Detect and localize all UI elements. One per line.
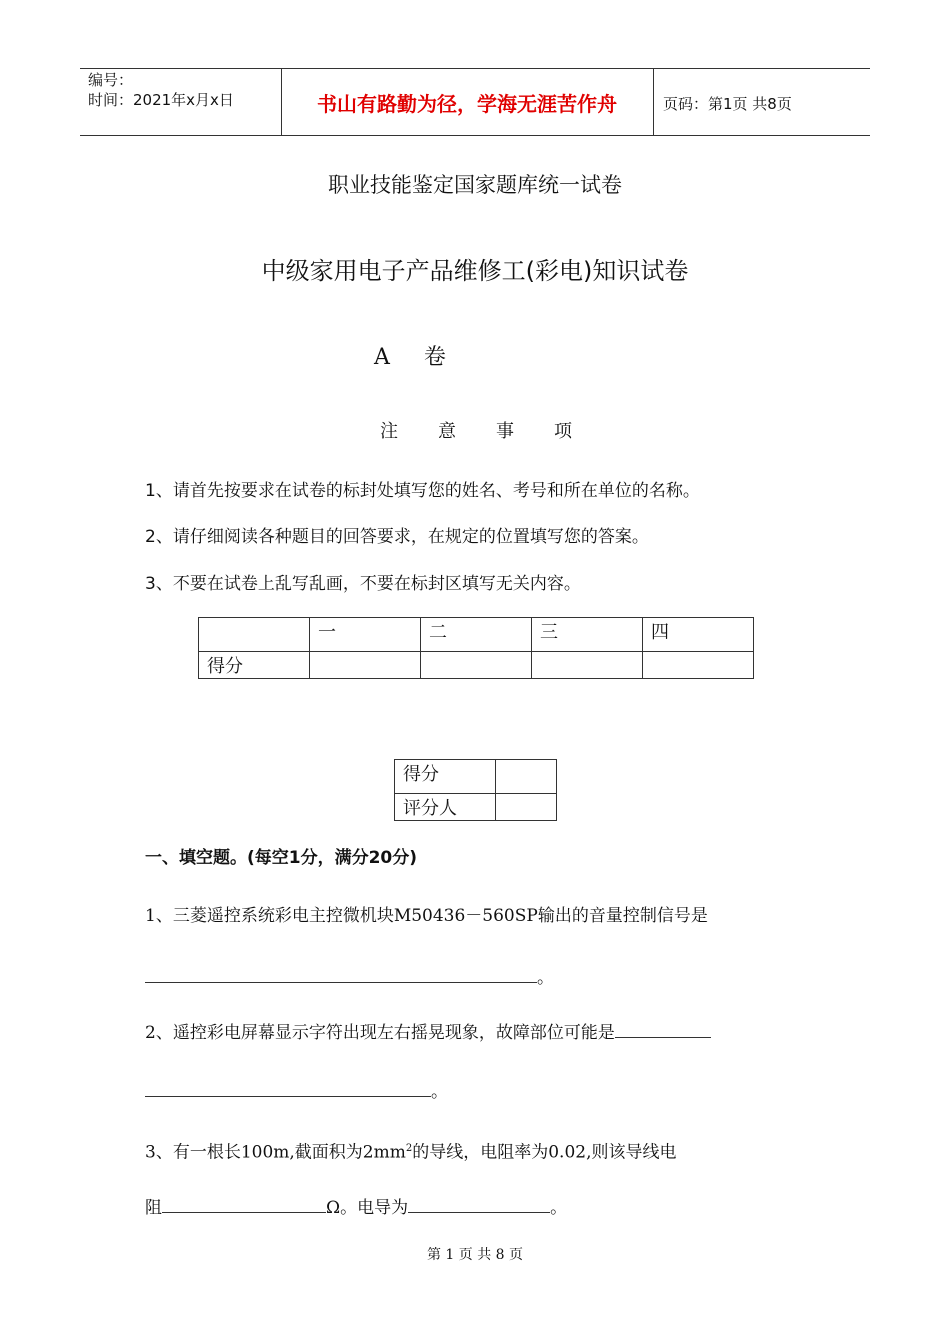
score-header-cell: 四 [643,618,754,652]
instruction-line: 1、请首先按要求在试卷的标封处填写您的姓名、考号和所在单位的名称。 [145,481,700,501]
question-3-text-line [145,1136,676,1166]
notice-char: 意 [438,421,456,442]
page-footer: 第 1 页 共 8 页 [426,1247,524,1263]
question-3-answer-line [145,1194,567,1221]
question-3-end: 。 [550,1198,568,1218]
exam-volume [374,342,446,374]
header-number-label: 编号： [88,71,134,89]
question-3-ohm-label: Ω。电导为 [326,1198,409,1218]
grader-name-label: 评分人 [395,794,496,821]
header-motto: 书山有路勤为径，学海无涯苦作舟 [317,92,617,116]
volume-letter: A [374,345,390,370]
header-bottom-rule [80,135,870,136]
score-input-cell[interactable] [421,652,532,679]
question-3-superscript: 2 [405,1143,413,1154]
score-input-cell[interactable] [532,652,643,679]
notice-char: 项 [554,421,572,442]
grader-score-label: 得分 [395,760,496,794]
score-table [198,617,754,679]
answer-blank[interactable] [145,964,537,983]
answer-blank[interactable] [408,1194,550,1213]
grader-score-cell[interactable] [496,760,557,794]
exam-title-sub: 中级家用电子产品维修工(彩电)知识试卷 [261,257,689,285]
question-2-end: 。 [431,1082,448,1102]
header-page-info: 页码：第1页 共8页 [663,95,792,113]
question-1-answer-line [145,964,554,991]
exam-title-main: 职业技能鉴定国家题库统一试卷 [328,173,622,197]
question-2-text: 2、遥控彩电屏幕显示字符出现左右摇晃现象，故障部位可能是 [145,1023,615,1043]
question-3-part2: 的导线，电阻率为0.02,则该导线电 [412,1142,677,1163]
score-header-cell: 一 [310,618,421,652]
answer-blank[interactable] [145,1078,431,1097]
notice-char: 事 [496,421,514,442]
header-time-label: 时间：2021年x月x日 [88,91,234,109]
grader-name-cell[interactable] [496,794,557,821]
notice-heading [380,419,612,445]
question-3-part1: 3、有一根长100m,截面积为2mm [145,1142,406,1163]
instruction-line: 3、不要在试卷上乱写乱画，不要在标封区填写无关内容。 [145,574,581,594]
instruction-line: 2、请仔细阅读各种题目的回答要求，在规定的位置填写您的答案。 [145,527,649,547]
header-top-rule [80,68,870,69]
question-3-resistance-label: 阻 [145,1198,162,1218]
section-heading: 一、填空题。(每空1分，满分20分) [145,848,418,868]
question-1-end: 。 [537,968,554,988]
volume-char: 卷 [423,345,446,370]
score-row-label: 得分 [199,652,310,679]
answer-blank[interactable] [615,1019,711,1038]
score-header-cell: 三 [532,618,643,652]
question-1-text: 1、三菱遥控系统彩电主控微机块M50436－560SP输出的音量控制信号是 [145,906,708,926]
answer-blank[interactable] [162,1194,326,1213]
score-header-cell [199,618,310,652]
header-divider-right [653,68,654,135]
notice-char: 注 [380,421,398,442]
question-2-answer-line [145,1078,448,1105]
score-input-cell[interactable] [310,652,421,679]
score-header-cell: 二 [421,618,532,652]
score-input-cell[interactable] [643,652,754,679]
question-2-text-line [145,1019,711,1046]
grader-table [394,759,557,821]
